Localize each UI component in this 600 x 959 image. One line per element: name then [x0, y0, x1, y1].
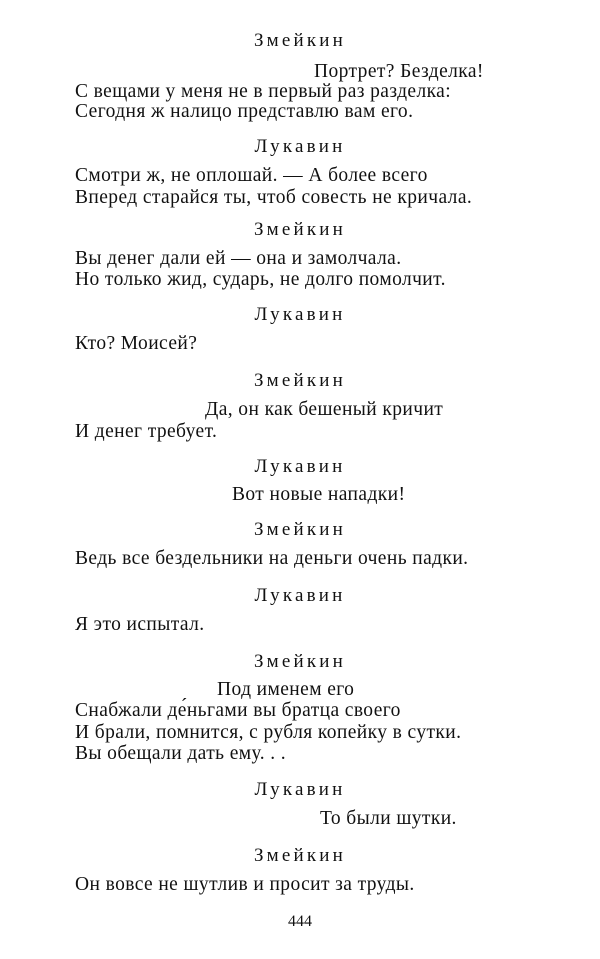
page-number: 444	[288, 913, 312, 930]
verse-line: Я это испытал.	[75, 614, 205, 635]
verse-line: Вперед старайся ты, чтоб совесть не кричала.	[75, 187, 473, 208]
speaker-zmeykin: Змейкин	[253, 651, 347, 672]
speaker-zmeykin: Змейкин	[253, 219, 347, 240]
verse-line: Но только жид, сударь, не долго помолчит.	[75, 269, 446, 290]
verse-line: Портрет? Безделка!	[314, 61, 484, 82]
verse-line: Вы обещали дать ему. . .	[75, 743, 287, 764]
verse-line: Снабжали де́ньгами вы братца своего	[75, 700, 401, 721]
verse-line: И брали, помнится, с рубля копейку в сутки.	[75, 722, 462, 743]
speaker-lukavin: Лукавин	[254, 456, 346, 477]
verse-line: Ведь все бездельники на деньги очень падки.	[75, 548, 469, 569]
speaker-zmeykin: Змейкин	[253, 370, 347, 391]
speaker-zmeykin: Змейкин	[253, 845, 347, 866]
verse-line: Вот новые нападки!	[232, 484, 406, 505]
speaker-zmeykin: Змейкин	[253, 519, 347, 540]
verse-line: Сегодня ж налицо представлю вам его.	[75, 101, 414, 122]
verse-line: Под именем его	[217, 679, 355, 700]
verse-line: И денег требует.	[75, 421, 218, 442]
verse-line: С вещами у меня не в первый раз разделка:	[75, 81, 452, 102]
speaker-zmeykin: Змейкин	[253, 30, 347, 51]
speaker-lukavin: Лукавин	[254, 585, 346, 606]
verse-line: То были шутки.	[320, 808, 457, 829]
verse-line: Да, он как бешеный кричит	[205, 399, 444, 420]
verse-line: Вы денег дали ей — она и замолчала.	[75, 248, 402, 269]
verse-line: Он вовсе не шутлив и просит за труды.	[75, 874, 415, 895]
verse-line: Смотри ж, не оплошай. — А более всего	[75, 165, 428, 186]
speaker-lukavin: Лукавин	[254, 136, 346, 157]
verse-line: Кто? Моисей?	[75, 333, 198, 354]
speaker-lukavin: Лукавин	[254, 304, 346, 325]
speaker-lukavin: Лукавин	[254, 779, 346, 800]
